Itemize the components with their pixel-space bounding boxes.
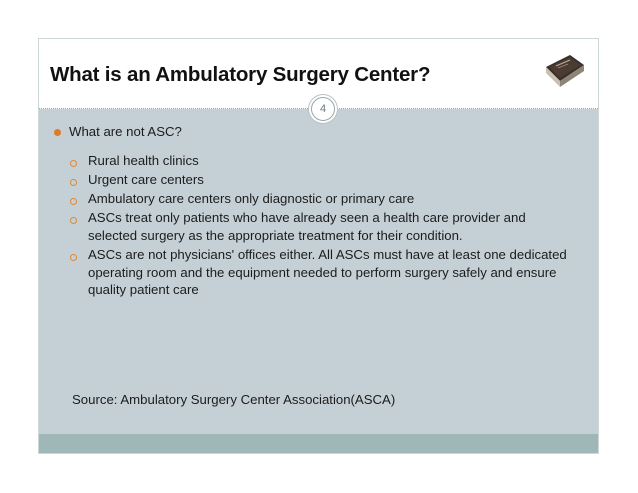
sub-bullet-ring [70, 198, 77, 205]
sub-bullet-ring [70, 254, 77, 261]
source-citation: Source: Ambulatory Surgery Center Association(ASCA) [72, 392, 396, 407]
footer-band [39, 434, 598, 453]
sub-bullet-ring [70, 217, 77, 224]
sub-item: Rural health clinics [88, 153, 199, 168]
sub-item: ASCs treat only patients who have already seen a health care provider and selected surgery as the appropriate treatment for their condition. [88, 210, 526, 243]
bullet-dot [54, 129, 61, 136]
sub-item: Urgent care centers [88, 172, 204, 187]
content-area [39, 109, 598, 434]
book-icon [540, 51, 586, 91]
sub-bullet-ring [70, 160, 77, 167]
bullet-heading: What are not ASC? [69, 124, 182, 139]
sub-bullet-ring [70, 179, 77, 186]
slide-title: What is an Ambulatory Surgery Center? [50, 63, 431, 86]
sub-item: ASCs are not physicians' offices either. All ASCs must have at least one dedicated operating room and the equipment needed to perform surgery safely and ensure quality patient care [88, 247, 567, 298]
sub-item: Ambulatory care centers only diagnostic or primary care [88, 191, 415, 206]
page-number-badge: 4 [311, 97, 335, 121]
slide [38, 38, 599, 454]
